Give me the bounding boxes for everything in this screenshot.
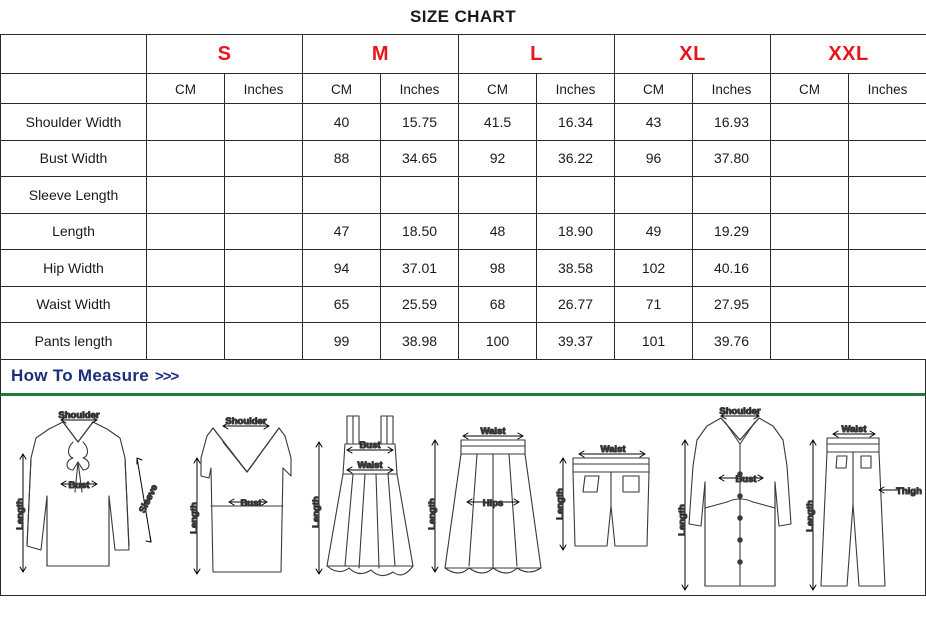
cell-l-in: 18.90: [537, 213, 615, 250]
cell-xl-cm: 96: [615, 140, 693, 177]
cell-xxl-in: [849, 177, 926, 214]
figure-pants: [821, 438, 885, 586]
cell-xxl-cm: [771, 104, 849, 141]
cell-xl-cm: 43: [615, 104, 693, 141]
table-row: [1, 250, 926, 287]
figure-label-length: Length: [677, 503, 688, 536]
cell-s-cm: [147, 250, 225, 287]
cell-m-cm: 94: [303, 250, 381, 287]
cell-s-cm: [147, 140, 225, 177]
cell-m-cm: 99: [303, 323, 381, 360]
cell-xxl-cm: [771, 250, 849, 287]
figure-label-thigh: Thigh: [896, 485, 922, 497]
cell-m-in: 15.75: [381, 104, 459, 141]
cell-xl-in: 40.16: [693, 250, 771, 287]
cell-m-cm: 40: [303, 104, 381, 141]
unit-text: Inches: [555, 81, 596, 97]
measurement-figures: [0, 396, 926, 596]
size-header-xl: [615, 35, 771, 74]
figure-coat: [689, 418, 791, 586]
cell-xxl-cm: [771, 177, 849, 214]
cell-xl-in: 16.93: [693, 104, 771, 141]
cell-l-in: 16.34: [537, 104, 615, 141]
cell-xl-cm: [615, 177, 693, 214]
cell-l-cm: 68: [459, 286, 537, 323]
row-label: Shoulder Width: [1, 104, 147, 141]
figure-label-bust: Bust: [359, 439, 381, 451]
cell-s-cm: [147, 177, 225, 214]
cell-s-cm: [147, 286, 225, 323]
table-row: [1, 286, 926, 323]
cell-xxl-cm: [771, 140, 849, 177]
cell-l-in: 26.77: [537, 286, 615, 323]
figures-svg: [1, 396, 925, 594]
unit-text: CM: [331, 81, 352, 97]
cell-xl-in: 37.80: [693, 140, 771, 177]
cell-l-in: 39.37: [537, 323, 615, 360]
figure-label-length: Length: [189, 501, 200, 534]
figure-label-hips: Hips: [482, 497, 504, 509]
table-row: [1, 213, 926, 250]
table-row: [1, 104, 926, 141]
cell-m-cm: 65: [303, 286, 381, 323]
cell-s-in: [225, 286, 303, 323]
cell-l-cm: 100: [459, 323, 537, 360]
unit-xl-in: [693, 74, 771, 104]
size-header-m: [303, 35, 459, 74]
cell-s-cm: [147, 213, 225, 250]
cell-xxl-cm: [771, 213, 849, 250]
unit-text: CM: [643, 81, 665, 97]
figure-blouse: [27, 422, 129, 566]
unit-m-cm: [303, 74, 381, 104]
row-label: Pants length: [1, 323, 147, 360]
figure-label-length: Length: [427, 497, 438, 530]
table-row: [1, 323, 926, 360]
figure-label-length: Length: [555, 487, 566, 520]
cell-xl-in: 19.29: [693, 213, 771, 250]
row-label: Bust Width: [1, 140, 147, 177]
cell-xxl-in: [849, 140, 926, 177]
unit-corner-cell: [1, 74, 147, 104]
cell-s-cm: [147, 104, 225, 141]
cell-xl-in: [693, 177, 771, 214]
figure-label-shoulder: Shoulder: [58, 409, 100, 421]
figure-label-waist: Waist: [480, 425, 506, 437]
cell-m-in: 34.65: [381, 140, 459, 177]
row-label: Length: [1, 213, 147, 250]
cell-m-cm: 88: [303, 140, 381, 177]
cell-m-in: [381, 177, 459, 214]
size-header-xxl: [771, 35, 926, 74]
cell-s-in: [225, 213, 303, 250]
cell-l-in: [537, 177, 615, 214]
figure-label-waist: Waist: [841, 423, 867, 435]
unit-xxl-cm: [771, 74, 849, 104]
cell-l-cm: 92: [459, 140, 537, 177]
cell-xxl-in: [849, 323, 926, 360]
how-to-measure-heading: How To Measure: [11, 366, 150, 385]
cell-xl-cm: 102: [615, 250, 693, 287]
unit-text: Inches: [867, 81, 908, 97]
table-row: [1, 140, 926, 177]
cell-l-cm: 48: [459, 213, 537, 250]
cell-m-in: 38.98: [381, 323, 459, 360]
unit-xl-cm: [615, 74, 693, 104]
page-title: SIZE CHART: [410, 7, 516, 26]
table-row: [1, 177, 926, 214]
cell-l-cm: [459, 177, 537, 214]
figure-label-sleeve: Sleeve: [137, 482, 161, 515]
cell-s-in: [225, 140, 303, 177]
cell-xxl-in: [849, 104, 926, 141]
cell-xxl-in: [849, 213, 926, 250]
unit-text: Inches: [711, 81, 752, 97]
cell-s-in: [225, 177, 303, 214]
row-label: Waist Width: [1, 286, 147, 323]
cell-l-cm: 98: [459, 250, 537, 287]
unit-s-cm: [147, 74, 225, 104]
unit-l-in: [537, 74, 615, 104]
figure-label-length: Length: [311, 495, 322, 528]
figure-label-length: Length: [805, 499, 816, 532]
cell-s-in: [225, 250, 303, 287]
chevrons-right-icon: >>>: [155, 367, 179, 385]
cell-l-in: 36.22: [537, 140, 615, 177]
figure-label-bust: Bust: [735, 473, 757, 485]
cell-l-cm: 41.5: [459, 104, 537, 141]
size-label-s: S: [217, 42, 232, 65]
size-label-xl: XL: [679, 42, 706, 65]
cell-s-in: [225, 323, 303, 360]
cell-xxl-in: [849, 286, 926, 323]
figure-label-bust: Bust: [240, 497, 262, 509]
figure-label-shoulder: Shoulder: [719, 405, 761, 417]
unit-text: CM: [799, 81, 821, 97]
cell-m-cm: [303, 177, 381, 214]
cell-xl-in: 39.76: [693, 323, 771, 360]
corner-cell: [1, 35, 147, 74]
figure-label-waist: Waist: [357, 459, 383, 471]
cell-m-in: 37.01: [381, 250, 459, 287]
cell-xxl-cm: [771, 323, 849, 360]
size-chart-table: [0, 34, 926, 360]
size-label-xxl: XXL: [828, 42, 869, 65]
cell-xl-cm: 101: [615, 323, 693, 360]
cell-xxl-cm: [771, 286, 849, 323]
size-header-row: [1, 35, 926, 74]
unit-xxl-in: [849, 74, 926, 104]
cell-s-in: [225, 104, 303, 141]
unit-text: CM: [175, 81, 196, 97]
size-header-l: [459, 35, 615, 74]
page-title-bar: [0, 0, 926, 34]
figure-label-waist: Waist: [600, 443, 626, 455]
unit-m-in: [381, 74, 459, 104]
unit-text: Inches: [243, 81, 284, 97]
figure-label-length: Length: [15, 497, 26, 530]
figure-label-shoulder: Shoulder: [225, 415, 267, 427]
row-label: Sleeve Length: [1, 177, 147, 214]
cell-m-cm: 47: [303, 213, 381, 250]
size-label-l: L: [530, 42, 543, 65]
cell-m-in: 25.59: [381, 286, 459, 323]
size-header-s: [147, 35, 303, 74]
figure-shorts: [573, 458, 649, 546]
figure-label-bust: Bust: [68, 479, 90, 491]
cell-xxl-in: [849, 250, 926, 287]
unit-header-row: [1, 74, 926, 104]
size-label-m: M: [371, 42, 390, 65]
how-to-measure-bar: [0, 360, 926, 396]
unit-l-cm: [459, 74, 537, 104]
cell-xl-cm: 49: [615, 213, 693, 250]
unit-text: Inches: [399, 81, 440, 97]
row-label: Hip Width: [1, 250, 147, 287]
cell-s-cm: [147, 323, 225, 360]
unit-text: CM: [487, 81, 509, 97]
unit-s-in: [225, 74, 303, 104]
cell-xl-in: 27.95: [693, 286, 771, 323]
cell-l-in: 38.58: [537, 250, 615, 287]
cell-xl-cm: 71: [615, 286, 693, 323]
cell-m-in: 18.50: [381, 213, 459, 250]
